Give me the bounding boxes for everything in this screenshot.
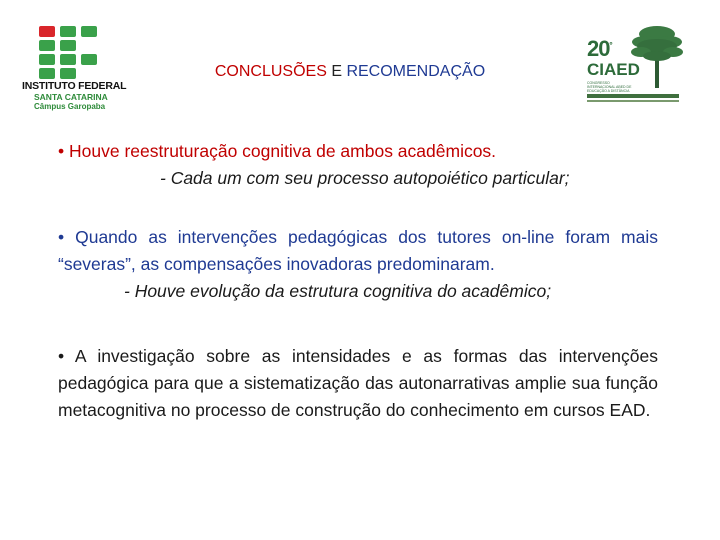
title-part-conclusoes: CONCLUSÕES xyxy=(214,63,327,80)
bullet-1-text: Houve reestruturação cognitiva de ambos acadêmicos. xyxy=(69,141,497,161)
bullet-3 xyxy=(58,343,658,424)
araucaria-tree-icon xyxy=(631,24,683,88)
bullet-2-text: Quando as intervenções pedagógicas dos tutores on-line foram mais “severas”, as compensações inovadoras predominaram. xyxy=(58,227,658,274)
event-name: CIAED xyxy=(587,60,640,79)
bullet-2-subpoint: - Houve evolução da estrutura cognitiva do acadêmico; xyxy=(124,281,552,301)
event-subtitle: CONGRESSO INTERNACIONAL ABED DE EDUCAÇÃO A DISTÂNCIA xyxy=(587,81,632,93)
institution-campus: Câmpus Garopaba xyxy=(34,102,106,111)
slide-body xyxy=(58,138,658,424)
event-logo xyxy=(585,20,685,106)
bullet-1 xyxy=(58,138,658,165)
bullet-1-marker: • xyxy=(58,141,65,161)
event-edition: $20^º$ xyxy=(587,36,612,61)
ifsc-grid-icon xyxy=(39,26,101,79)
event-logo-bar xyxy=(587,94,679,98)
bullet-3-marker: • xyxy=(58,346,65,366)
bullet-2-marker: • xyxy=(58,227,65,247)
institution-name: INSTITUTO FEDERAL xyxy=(22,80,127,92)
bullet-1-subpoint: - Cada um com seu processo autopoiético particular; xyxy=(160,168,570,188)
event-logo-bar-thin xyxy=(587,100,679,102)
slide-title xyxy=(150,63,550,81)
bullet-2 xyxy=(58,224,658,278)
title-part-e: E xyxy=(331,63,342,80)
bullet-3-text: A investigação sobre as intensidades e as formas das intervenções pedagógica para que a sistematização das autonarrativas amplie sua função metacognitiva no processo de construção do conhecimento em cursos EAD. xyxy=(58,346,658,420)
title-part-recomendacao: RECOMENDAÇÃO xyxy=(346,63,486,80)
institution-state: SANTA CATARINA xyxy=(34,92,108,102)
